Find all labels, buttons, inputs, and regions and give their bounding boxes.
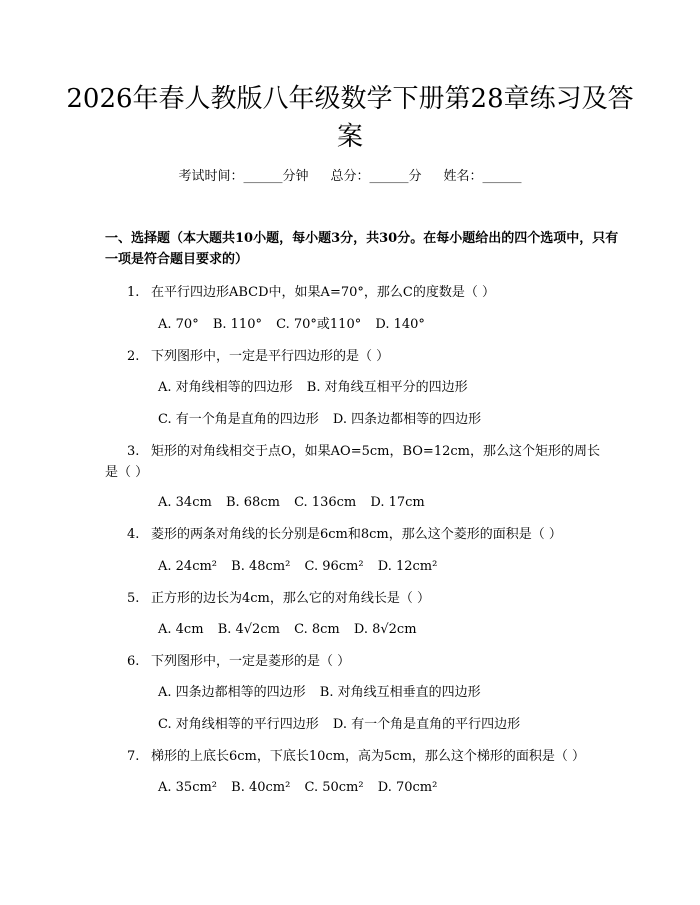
- option-c: C. 70°或110°: [276, 317, 362, 332]
- question-2: [105, 346, 602, 367]
- question-3-options: [158, 493, 425, 513]
- question-6: [105, 651, 602, 672]
- exam-time-label: 考试时间：: [178, 169, 244, 184]
- question-4: [105, 524, 602, 545]
- question-number: 1.: [127, 285, 140, 300]
- option-a: A. 24cm²: [158, 559, 218, 574]
- option-d: D. 有一个角是直角的平行四边形: [332, 717, 521, 732]
- exam-time-blank: ______: [243, 169, 283, 184]
- option-a: A. 34cm: [158, 495, 212, 510]
- option-b: B. 对角线互相垂直的四边形: [319, 685, 481, 700]
- name-blank: ______: [482, 169, 522, 184]
- option-a: A. 对角线相等的四边形: [158, 380, 293, 395]
- option-b: B. 68cm: [225, 495, 280, 510]
- question-number: 4.: [127, 527, 140, 542]
- option-b: B. 110°: [212, 317, 262, 332]
- question-5-options: [158, 620, 417, 640]
- question-number: 5.: [127, 591, 140, 606]
- option-c: C. 有一个角是直角的四边形: [158, 412, 319, 427]
- option-a: A. 35cm²: [158, 780, 218, 795]
- score-unit: 分: [408, 169, 422, 184]
- question-2-options-row1: [158, 378, 468, 398]
- score-blank: ______: [369, 169, 409, 184]
- question-3: [105, 441, 602, 483]
- option-c: C. 96cm²: [304, 559, 364, 574]
- question-text: 下列图形中，一定是菱形的是（ ）: [151, 654, 351, 669]
- option-d: D. 四条边都相等的四边形: [332, 412, 482, 427]
- option-a: A. 70°: [158, 317, 199, 332]
- exam-info-line: [0, 168, 700, 186]
- question-5: [105, 588, 602, 609]
- option-d: D. 70cm²: [377, 780, 438, 795]
- question-text: 梯形的上底长6cm，下底长10cm，高为5cm，那么这个梯形的面积是（ ）: [151, 749, 586, 764]
- option-c: C. 136cm: [294, 495, 357, 510]
- option-d: D. 140°: [375, 317, 425, 332]
- option-a: A. 4cm: [158, 622, 204, 637]
- question-number: 3.: [127, 444, 140, 459]
- option-b: B. 对角线互相平分的四边形: [306, 380, 468, 395]
- name-label: 姓名：: [443, 169, 483, 184]
- question-2-options-row2: [158, 410, 481, 430]
- question-7: [105, 746, 602, 767]
- section-heading: 一、选择题（本大题共10小题，每小题3分，共30分。在每小题给出的四个选项中，只有一项是符合题目要求的）: [105, 231, 619, 267]
- exam-time-unit: 分钟: [282, 169, 309, 184]
- question-number: 2.: [127, 349, 140, 364]
- question-6-options-row2: [158, 715, 520, 735]
- question-text: 菱形的两条对角线的长分别是6cm和8cm，那么这个菱形的面积是（ ）: [151, 527, 562, 542]
- document-title: 2026年春人教版八年级数学下册第28章练习及答案: [66, 84, 634, 152]
- option-c: C. 50cm²: [304, 780, 364, 795]
- question-text: 矩形的对角线相交于点O，如果AO=5cm，BO=12cm，那么这个矩形的周长是（ ）: [105, 444, 600, 480]
- question-4-options: [158, 557, 437, 577]
- option-c: C. 8cm: [294, 622, 340, 637]
- option-a: A. 四条边都相等的四边形: [158, 685, 306, 700]
- question-number: 6.: [127, 654, 140, 669]
- question-number: 7.: [127, 749, 140, 764]
- option-c: C. 对角线相等的平行四边形: [158, 717, 319, 732]
- question-7-options: [158, 778, 437, 798]
- question-text: 下列图形中，一定是平行四边形的是（ ）: [151, 349, 390, 364]
- option-d: D. 17cm: [370, 495, 425, 510]
- question-6-options-row1: [158, 683, 481, 703]
- score-label: 总分：: [330, 169, 370, 184]
- option-b: B. 40cm²: [231, 780, 291, 795]
- option-d: D. 12cm²: [377, 559, 438, 574]
- option-b: B. 48cm²: [231, 559, 291, 574]
- option-d: D. 8√2cm: [353, 622, 417, 637]
- question-1: [105, 282, 602, 303]
- question-1-options: [158, 315, 425, 335]
- question-text: 在平行四边形ABCD中，如果A=70°，那么C的度数是（ ）: [151, 285, 495, 300]
- question-text: 正方形的边长为4cm，那么它的对角线长是（ ）: [151, 591, 431, 606]
- option-b: B. 4√2cm: [217, 622, 280, 637]
